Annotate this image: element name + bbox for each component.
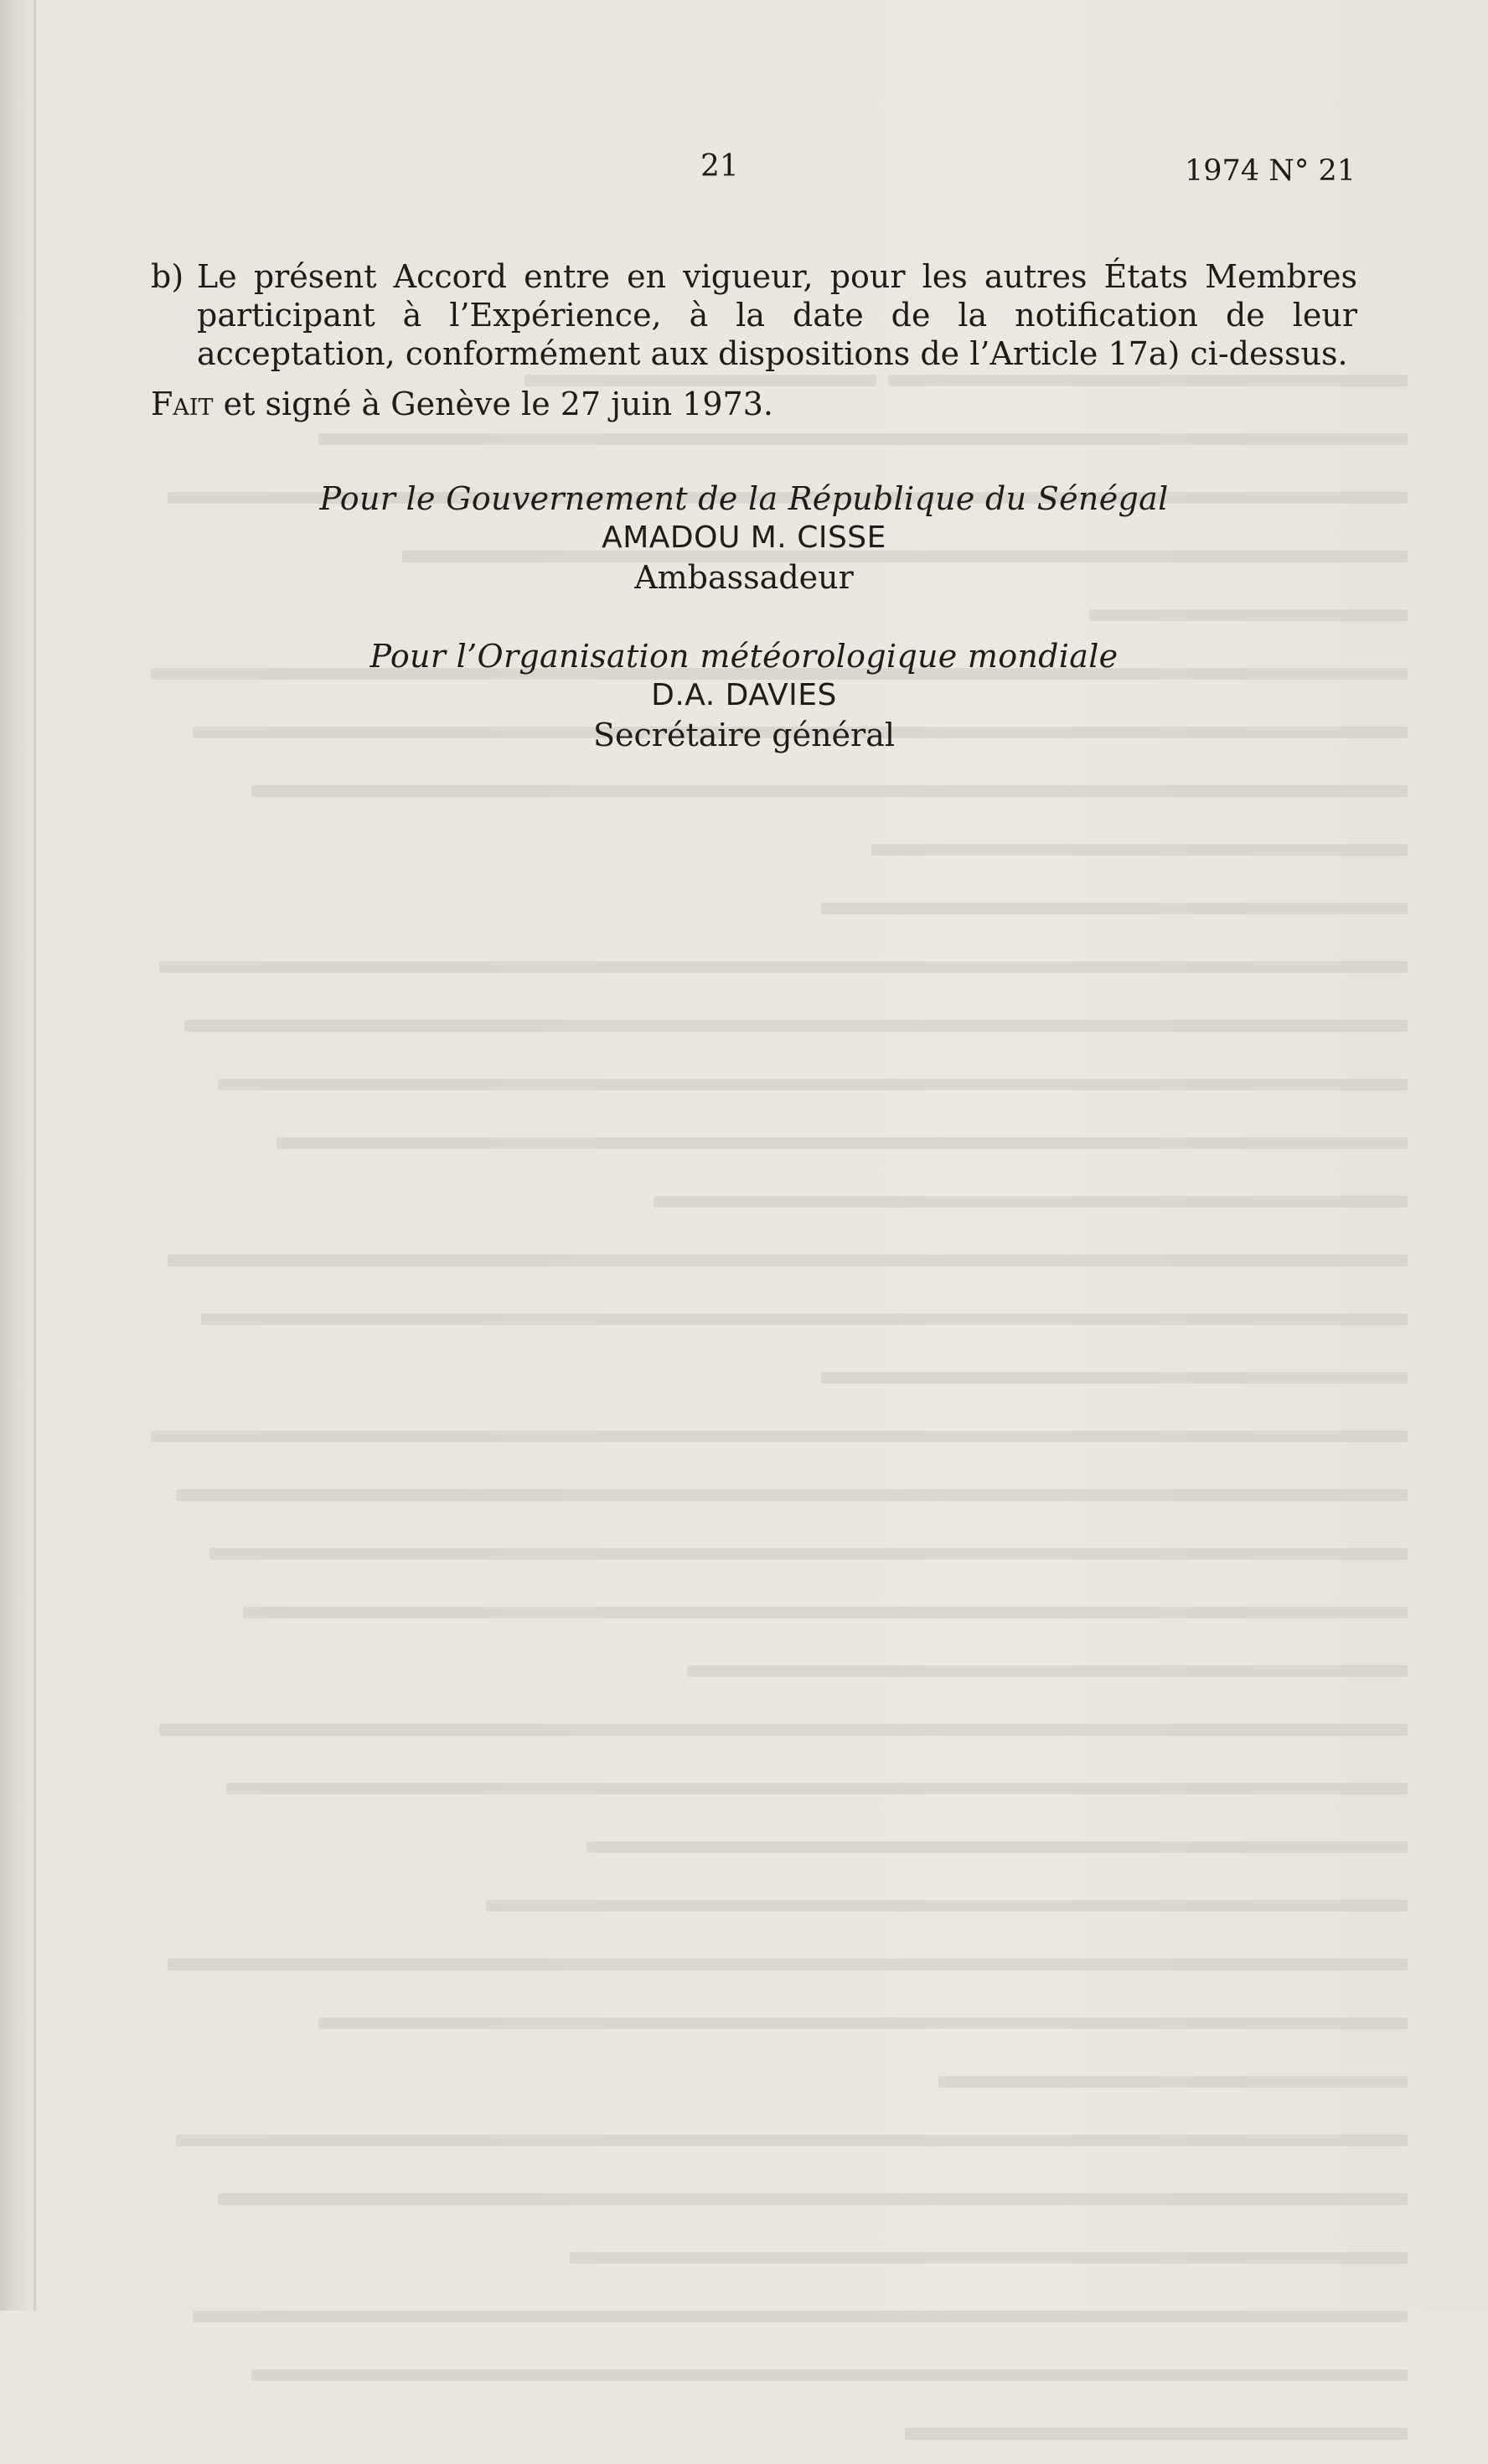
signatory-title: Ambassadeur: [634, 559, 854, 596]
binding-gutter: [34, 0, 36, 2311]
signature-block-wmo: [0, 637, 1488, 755]
done-at-line: [151, 385, 773, 423]
page-number: 21: [700, 149, 739, 184]
document-reference: 1974 N° 21: [1185, 154, 1356, 188]
signatory-name: AMADOU M. CISSE: [602, 520, 886, 555]
signatory-name: D.A. DAVIES: [651, 678, 837, 712]
page-header: [0, 149, 1488, 199]
paragraph-b: [151, 257, 1357, 373]
signature-block-senegal: [0, 479, 1488, 598]
signatory-title: Secrétaire général: [592, 717, 896, 753]
paragraph-text: Le présent Accord entre en vigueur, pour les autres États Membres participant à l’Expérience, à la date de la notification de leur acceptation, conformément aux dispositions de l’Article 17a) ci-dessus.: [197, 258, 1357, 372]
signatory-party: Pour l’Organisation météorologique mondiale: [369, 638, 1119, 675]
paragraph-label: b): [151, 258, 184, 295]
signatory-party: Pour le Gouvernement de la République du Sénégal: [319, 480, 1169, 517]
done-at-rest: et signé à Genève le 27 juin 1973.: [213, 386, 773, 422]
done-at-lead: Fait: [151, 386, 214, 422]
